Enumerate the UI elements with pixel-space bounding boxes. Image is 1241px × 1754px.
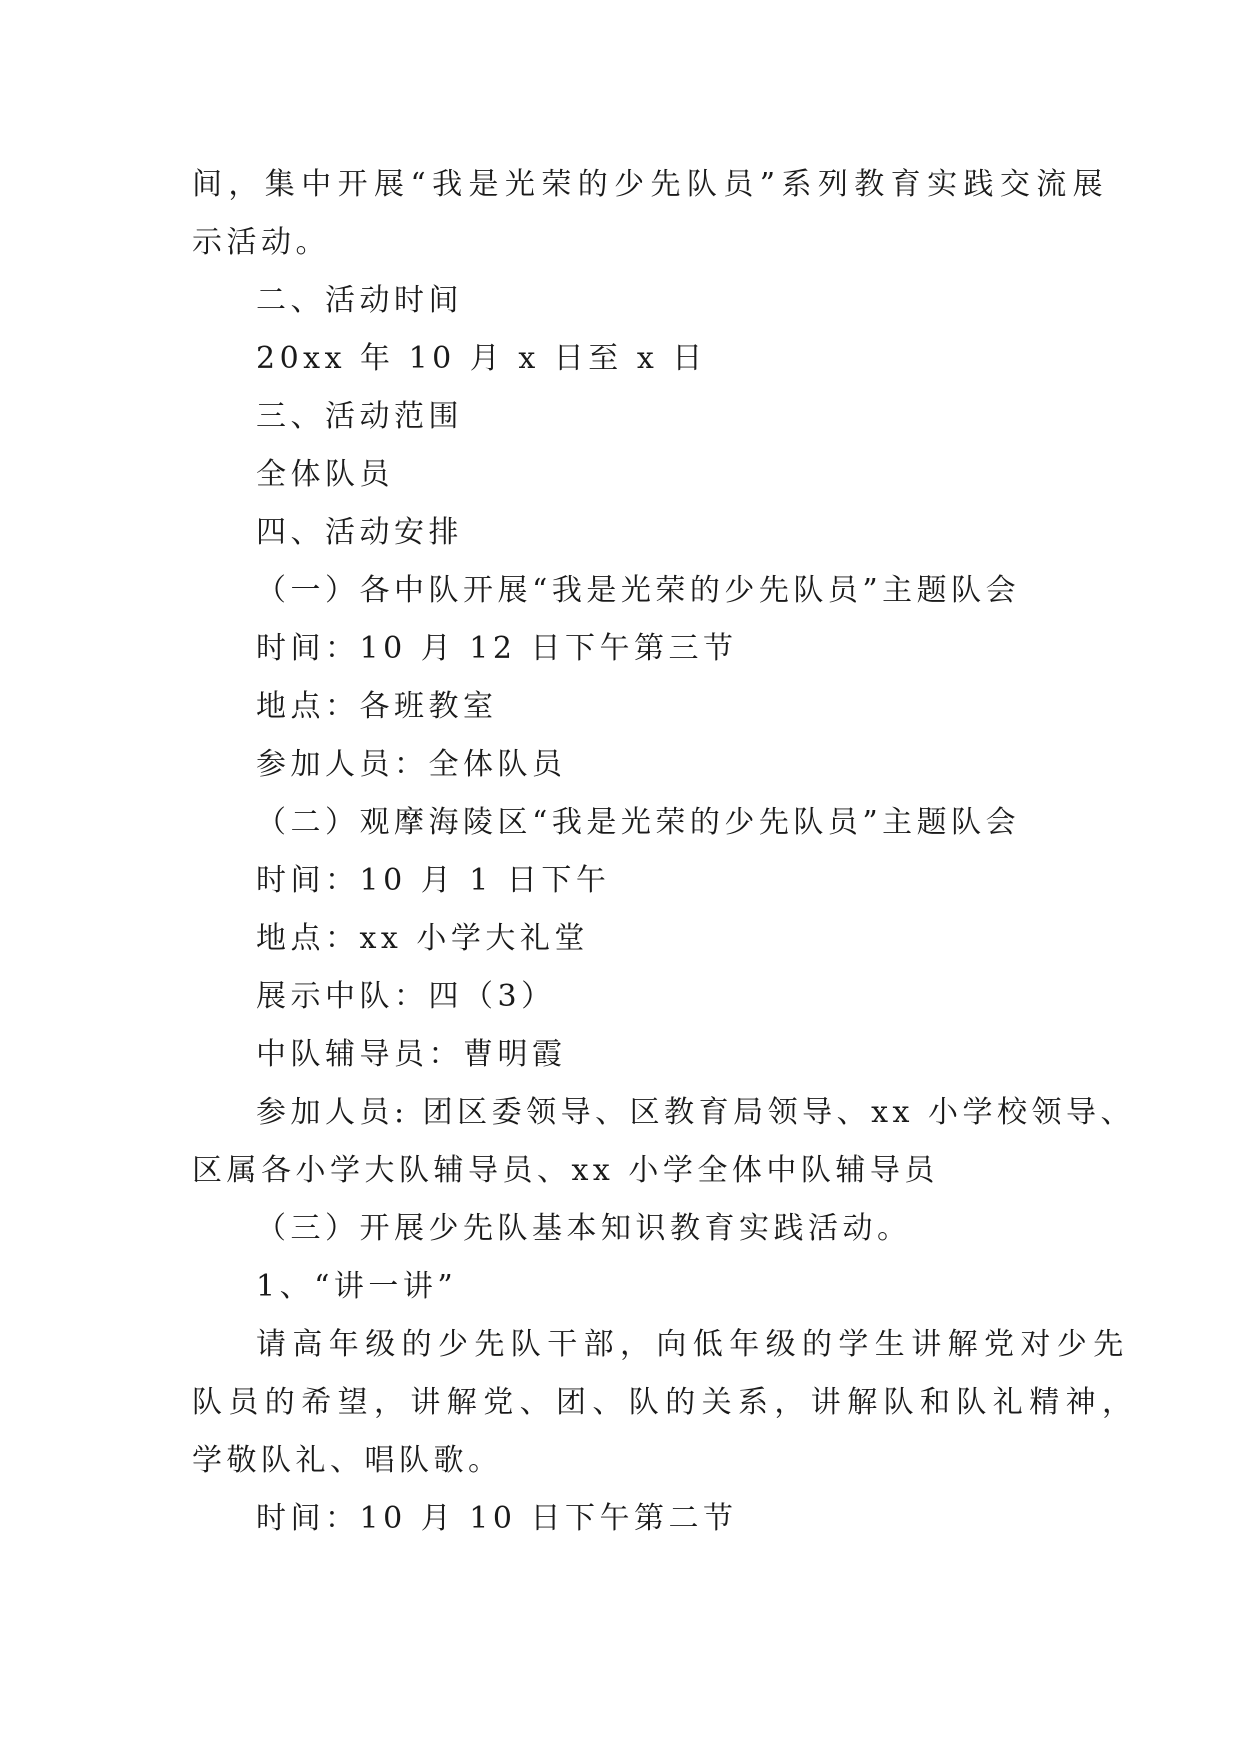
section-heading: 二、活动时间 (256, 283, 463, 318)
paragraph-line: 学敬队礼、唱队歌。 (192, 1443, 503, 1478)
paragraph-line: 参加人员：全体队员 (256, 747, 567, 782)
paragraph-line: 参加人员: 团区委领导、区教育局领导、xx 小学校领导、 (256, 1095, 1136, 1130)
paragraph-line: 中队辅导员：曹明霞 (256, 1037, 567, 1072)
item-heading: 1、“讲一讲” (256, 1269, 458, 1304)
paragraph-line: 地点：各班教室 (256, 689, 498, 724)
paragraph-line: 时间：10 月 10 日下午第二节 (256, 1501, 738, 1536)
subsection-heading: （三）开展少先队基本知识教育实践活动。 (256, 1211, 912, 1246)
section-heading: 三、活动范围 (256, 399, 463, 434)
paragraph-line: 时间：10 月 1 日下午 (256, 863, 611, 898)
paragraph-line: 示活动。 (192, 225, 330, 260)
paragraph-line: 队员的希望，讲解党、团、队的关系，讲解队和队礼精神， (192, 1385, 1139, 1420)
paragraph-line: 区属各小学大队辅导员、xx 小学全体中队辅导员 (192, 1153, 939, 1188)
section-heading: 四、活动安排 (256, 515, 463, 550)
paragraph-line: 间，集中开展“我是光荣的少先队员”系列教育实践交流展 (192, 167, 1110, 202)
paragraph-line: 20xx 年 10 月 x 日至 x 日 (256, 341, 707, 376)
subsection-heading: （一）各中队开展“我是光荣的少先队员”主题队会 (256, 573, 1021, 608)
paragraph-line: 地点：xx 小学大礼堂 (256, 921, 589, 956)
paragraph-line: 全体队员 (256, 457, 394, 492)
paragraph-line: 请高年级的少先队干部，向低年级的学生讲解党对少先 (256, 1327, 1130, 1362)
paragraph-line: 展示中队：四（3） (256, 979, 556, 1014)
subsection-heading: （二）观摩海陵区“我是光荣的少先队员”主题队会 (256, 805, 1021, 840)
paragraph-line: 时间：10 月 12 日下午第三节 (256, 631, 738, 666)
